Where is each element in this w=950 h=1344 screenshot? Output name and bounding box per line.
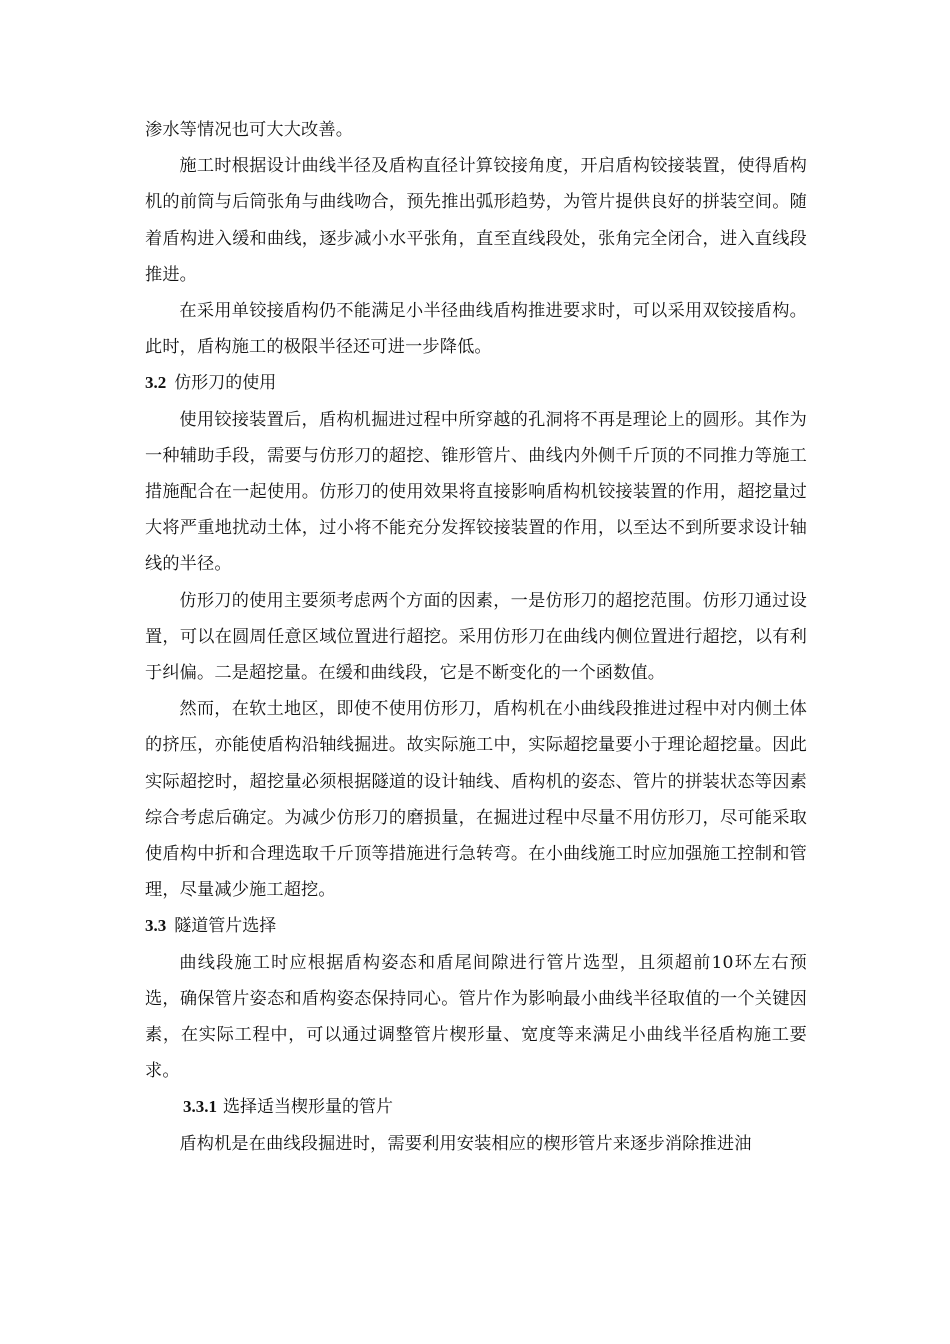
paragraph-tapered-segments: 盾构机是在曲线段掘进时，需要利用安装相应的楔形管片来逐步消除推进油: [179, 1133, 752, 1154]
subsection-title: 选择适当楔形量的管片: [223, 1097, 393, 1118]
paragraph-double-articulation: 在采用单铰接盾构仍不能满足小半径曲线盾构推进要求时，可以采用双铰接盾构。此时，盾构施工的极限半径还可进一步降低。: [145, 301, 807, 358]
paragraph-copy-cutter-intro: 使用铰接装置后，盾构机掘进过程中所穿越的孔洞将不再是理论上的圆形。其作为一种辅助手段，需要与仿形刀的超挖、锥形管片、曲线内外侧千斤顶的不同推力等施工措施配合在一起使用。仿形刀的使用效果将直接影响盾构机铰接装置的作用，超挖量过大将严重地扰动土体，过小将不能充分发挥铰接装置的作用，以至达不到所要求设计轴线的半径。: [145, 409, 807, 575]
paragraph-soft-soil: 然而，在软土地区，即使不使用仿形刀，盾构机在小曲线段推进过程中对内侧土体的挤压，亦能使盾构沿轴线掘进。故实际施工中，实际超挖量要小于理论超挖量。因此实际超挖时，超挖量必须根据隧道的设计轴线、盾构机的姿态、管片的拼装状态等因素综合考虑后确定。为减少仿形刀的磨损量，在掘进过程中尽量不用仿形刀，尽可能采取使盾构中折和合理选取千斤顶等措施进行急转弯。在小曲线施工时应加强施工控制和管理，尽量减少施工超挖。: [145, 699, 807, 901]
document-page: [145, 112, 807, 1162]
section-number: 3.2: [145, 373, 167, 393]
subsection-heading-3-3-1: [145, 1089, 807, 1125]
section-title: 仿形刀的使用: [174, 373, 277, 394]
paragraph-copy-cutter-factors: 仿形刀的使用主要须考虑两个方面的因素，一是仿形刀的超挖范围。仿形刀通过设置，可以在圆周任意区域位置进行超挖。采用仿形刀在曲线内侧位置进行超挖，以有利于纠偏。二是超挖量。在缓和曲线段，它是不断变化的一个函数值。: [145, 590, 807, 684]
section-heading-3-3: [145, 908, 807, 944]
section-heading-3-2: [145, 365, 807, 401]
subsection-number: 3.3.1: [183, 1097, 217, 1117]
paragraph-continuation: 渗水等情况也可大大改善。: [145, 120, 354, 140]
paragraph-articulation-angle: 施工时根据设计曲线半径及盾构直径计算铰接角度，开启盾构铰接装置，使得盾构机的前筒与后筒张角与曲线吻合，预先推出弧形趋势，为管片提供良好的拼装空间。随着盾构进入缓和曲线，逐步减小水平张角，直至直线段处，张角完全闭合，进入直线段推进。: [145, 156, 807, 285]
paragraph-segment-selection: 曲线段施工时应根据盾构姿态和盾尾间隙进行管片选型，且须超前10环左右预选，确保管片姿态和盾构姿态保持同心。管片作为影响最小曲线半径取值的一个关键因素，在实际工程中，可以通过调整管片楔形量、宽度等来满足小曲线半径盾构施工要求。: [145, 952, 807, 1082]
section-number: 3.3: [145, 916, 167, 936]
section-title: 隧道管片选择: [174, 916, 277, 937]
